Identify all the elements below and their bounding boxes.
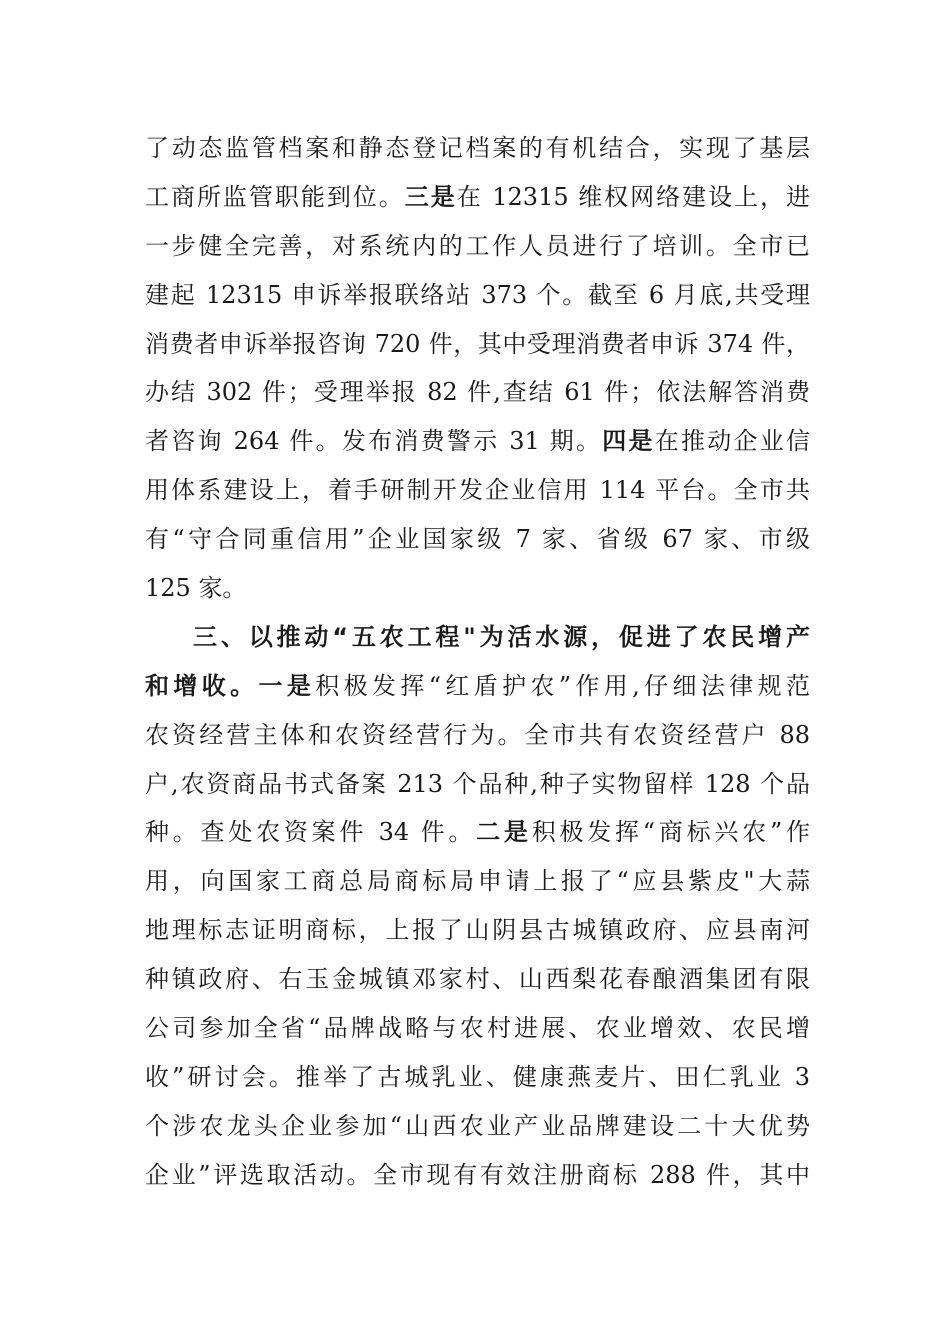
text-line <box>145 760 810 809</box>
text-run: 公司参加全省“品牌战略与农村进展、农业增效、农民增 <box>145 1014 810 1043</box>
text-run: 在推动企业信 <box>654 427 810 456</box>
emphasis-run: 四是 <box>602 427 655 456</box>
text-run: 种。查处农资案件 34 件。 <box>145 818 477 847</box>
text-run: 企业”评选取活动。全市现有有效注册商标 288 件，其中 <box>145 1160 810 1189</box>
text-run: 工商所监管职能到位。 <box>145 182 405 211</box>
text-line <box>145 711 810 760</box>
text-line <box>145 124 810 173</box>
text-line <box>145 417 810 466</box>
text-line <box>145 1102 810 1151</box>
text-run: 建起 12315 申诉举报联络站 373 个。截至 6 月底,共受理 <box>145 280 810 309</box>
text-run: 者咨询 264 件。发布消费警示 31 期。 <box>145 427 603 456</box>
text-run: 一步健全完善，对系统内的工作人员进行了培训。全市已 <box>145 231 810 260</box>
text-line <box>145 1151 810 1200</box>
text-line <box>145 1053 810 1102</box>
text-line <box>145 222 810 271</box>
text-run: 地理标志证明商标，上报了山阴县古城镇政府、应县南河 <box>145 916 810 945</box>
text-run: 农资经营主体和农资经营行为。全市共有农资经营户 88 <box>145 720 810 749</box>
text-run: 了动态监管档案和静态登记档案的有机结合，实现了基层 <box>145 134 810 162</box>
text-run: 户,农资商品书式备案 213 个品种,种子实物留样 128 个品 <box>145 769 810 798</box>
text-run: 用，向国家工商总局商标局申请上报了“应县紫皮"大蒜 <box>145 867 810 896</box>
text-line <box>145 808 810 857</box>
emphasis-run: 三是 <box>404 182 457 211</box>
text-run: 办结 302 件；受理举报 82 件,查结 61 件；依法解答消费 <box>145 378 810 407</box>
text-line <box>145 662 810 711</box>
text-run: 125 家。 <box>145 574 247 603</box>
text-run: 消费者申诉举报咨询 720 件，其中受理消费者申诉 374 件， <box>145 329 810 358</box>
text-line <box>145 857 810 906</box>
emphasis-run: 和增收。一是 <box>145 671 316 700</box>
text-run: 收”研讨会。推举了古城乳业、健康燕麦片、田仁乳业 3 <box>145 1062 810 1091</box>
emphasis-run: 二是 <box>476 818 532 847</box>
text-line <box>145 515 810 564</box>
text-run: 种镇政府、右玉金城镇邓家村、山西梨花春酿酒集团有限 <box>145 965 810 994</box>
text-line <box>145 173 810 222</box>
text-run: 在 12315 维权网络建设上，进 <box>456 182 810 211</box>
text-line <box>145 368 810 417</box>
text-line <box>145 1004 810 1053</box>
text-line <box>145 906 810 955</box>
text-line <box>145 564 810 613</box>
text-run: 用体系建设上，着手研制开发企业信用 114 平台。全市共 <box>145 476 810 505</box>
text-line <box>145 466 810 515</box>
text-run: 个涉农龙头企业参加“山西农业产业品牌建设二十大优势 <box>145 1111 810 1140</box>
section-heading-line <box>145 613 810 662</box>
text-run: 积极发挥“红盾护农”作用,仔细法律规范 <box>315 671 810 700</box>
text-run: 积极发挥“商标兴农”作 <box>531 818 810 847</box>
text-line <box>145 271 810 320</box>
body-text <box>145 124 810 1200</box>
text-line <box>145 955 810 1004</box>
text-line <box>145 320 810 369</box>
section-heading: 三、以推动“五农工程"为活水源，促进了农民增产 <box>193 622 810 651</box>
text-run: 有“守合同重信用”企业国家级 7 家、省级 67 家、市级 <box>145 525 810 554</box>
